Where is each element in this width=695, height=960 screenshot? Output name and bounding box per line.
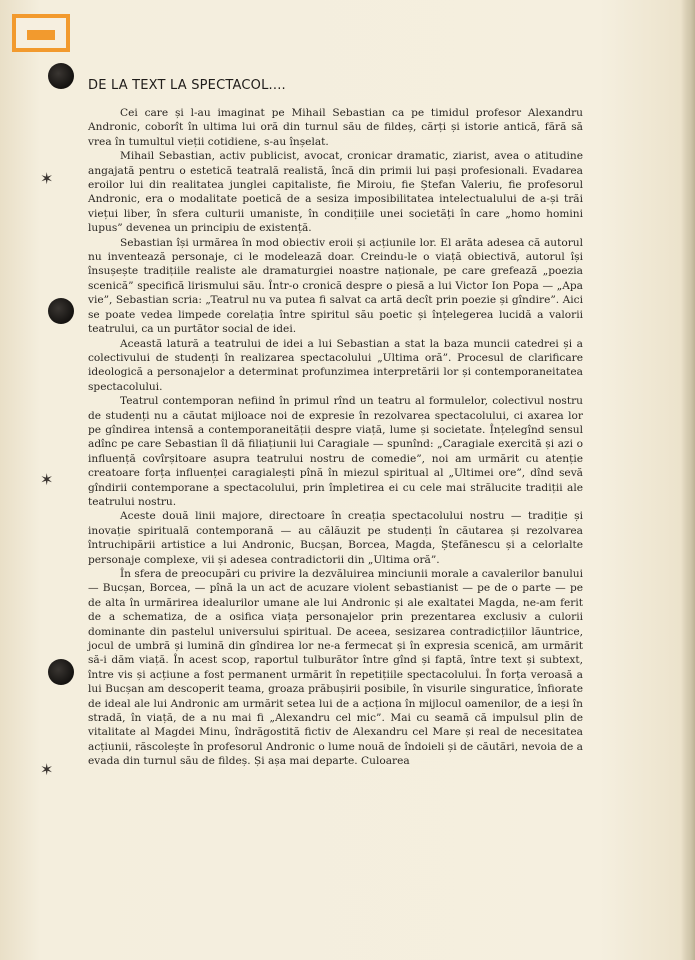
paragraph: Mihail Sebastian, activ publicist, avocat, cronicar dramatic, ziarist, avea o atitudine angajată pentru o estetică teatrală realistă, încă din primii lui pași profesionali. Evadarea eroilor lui din realitatea junglei capitaliste, fie Miroiu, fie Ștefan Valeriu, fie profesorul Andronic, era o modalitate poetică de a sesiza imposibilitatea intelectualului de a-și trăi viețui liber, în sfera culturii umaniste, în condițiile unei societăți în care „homo homini lupus” devenea un principiu de existență. xyxy=(88,150,583,235)
binder-hole xyxy=(48,63,74,89)
publisher-logo xyxy=(12,14,70,52)
binder-tear-mark: ✶ xyxy=(40,760,54,779)
paragraph: Cei care și l-au imaginat pe Mihail Sebastian ca pe timidul profesor Alexandru Andronic, coborît în ultima lui oră din turnul său de fildeș, cărți și istorie antică, fără să vrea în tumultul vieții cotidiene, s-au înșelat. xyxy=(88,107,583,148)
logo-mark xyxy=(27,30,55,40)
binder-hole xyxy=(48,298,74,324)
binder-tear-mark: ✶ xyxy=(40,470,54,489)
page-edge-shadow xyxy=(681,0,695,960)
paragraph: Sebastian își urmărea în mod obiectiv eroii și acțiunile lor. El arăta adesea că autorul nu inventează personaje, ci le modelează doar. Creindu-le o viață obiectivă, autorul își însușește tradițiile realiste ale dramaturgiei noastre naționale, pe care grefează „poezia scenică” specifică lirismului său. Într-o cronică despre o piesă a lui Victor Ion Popa — „Apa vie”, Sebastian scria: „Teatrul nu va putea fi salvat ca artă decît prin poezie și gîndire”. Aici se poate vedea limpede corelația între spiritul său poetic și înțelegerea lucidă a valorii teatrului, ca un purtător social de idei. xyxy=(88,236,583,336)
body-text xyxy=(88,106,583,769)
binder-tear-mark: ✶ xyxy=(40,169,54,188)
paragraph: Aceste două linii majore, directoare în creația spectacolului nostru — tradiție și inovație spirituală contemporană — au călăuzit pe studenți în căutarea și rezolvarea întruchipării artistice a lui Andronic, Bucșan, Borcea, Magda, Ștefănescu și a celorlalte personaje complexe, vii și adesea contradictorii din „Ultima oră”. xyxy=(88,510,583,566)
binder-hole xyxy=(48,659,74,685)
page-title: DE LA TEXT LA SPECTACOL.... xyxy=(88,78,286,93)
paragraph: Teatrul contemporan nefiind în primul rînd un teatru al formulelor, colectivul nostru de studenți nu a căutat mijloace noi de expresie în rezolvarea spectacolului, ci axarea lor pe gîndirea intensă a contemporaneității despre viață, lume și societate. Înțelegînd sensul adînc pe care Sebastian îl dă filiațiunii lui Caragiale — spunînd: „Caragiale exercită și azi o influență covîrșitoare asupra teatrului nostru de comedie”, noi am urmărit cu atenție creatoare forța influenței caragialești pînă în miezul spiritual al „Ultimei ore”, dînd sevă gîndirii contemporane a spectacolului, prin împletirea ei cu cele mai strălucite tradiții ale teatrului nostru. xyxy=(88,395,583,508)
paragraph: În sfera de preocupări cu privire la dezvăluirea minciunii morale a cavalerilor banului — Bucșan, Borcea, — pînă la un act de acuzare violent sebastianist — pe de o parte — pe de alta în urmărirea idealurilor umane ale lui Andronic și ale exaltatei Magda, ne-am ferit de a schematiza, de a osifica viața personajelor prin prezentarea exclusiv a culorii dominante din pastelul universului spiritual. De aceea, sesizarea contradicțiilor lăuntrice, jocul de umbră și lumină din gîndirea lor ne-a fermecat și în expresia scenică, am urmărit să-i dăm viață. În acest scop, raportul tulburător între gînd și faptă, între text și subtext, între vis și acțiune a fost permanent urmărit în repetițiile spectacolului. În forța veroasă a lui Bucșan am descoperit teama, groaza prăbușirii posibile, în visurile singuratice, înfiorate de ideal ale lui Andronic am urmărit setea lui de a acționa în mijlocul oamenilor, de a ieși în stradă, în viață, de a nu mai fi „Alexandru cel mic”. Mai cu seamă că impulsul plin de vitalitate al Magdei Minu, îndrăgostită fictiv de Alexandru cel Mare și real de necesitatea acțiunii, răscolește în profesorul Andronic o lume nouă de îndoieli și de căutări, nevoia de a evada din turnul său de fildeș. Și așa mai departe. Culoarea xyxy=(88,568,583,768)
paragraph: Această latură a teatrului de idei a lui Sebastian a stat la baza muncii catedrei și a colectivului de studenți în realizarea spectacolului „Ultima oră”. Procesul de clarificare ideologică a personajelor a determinat profunzimea interpretării lor și contemporaneitatea spectacolului. xyxy=(88,337,583,393)
